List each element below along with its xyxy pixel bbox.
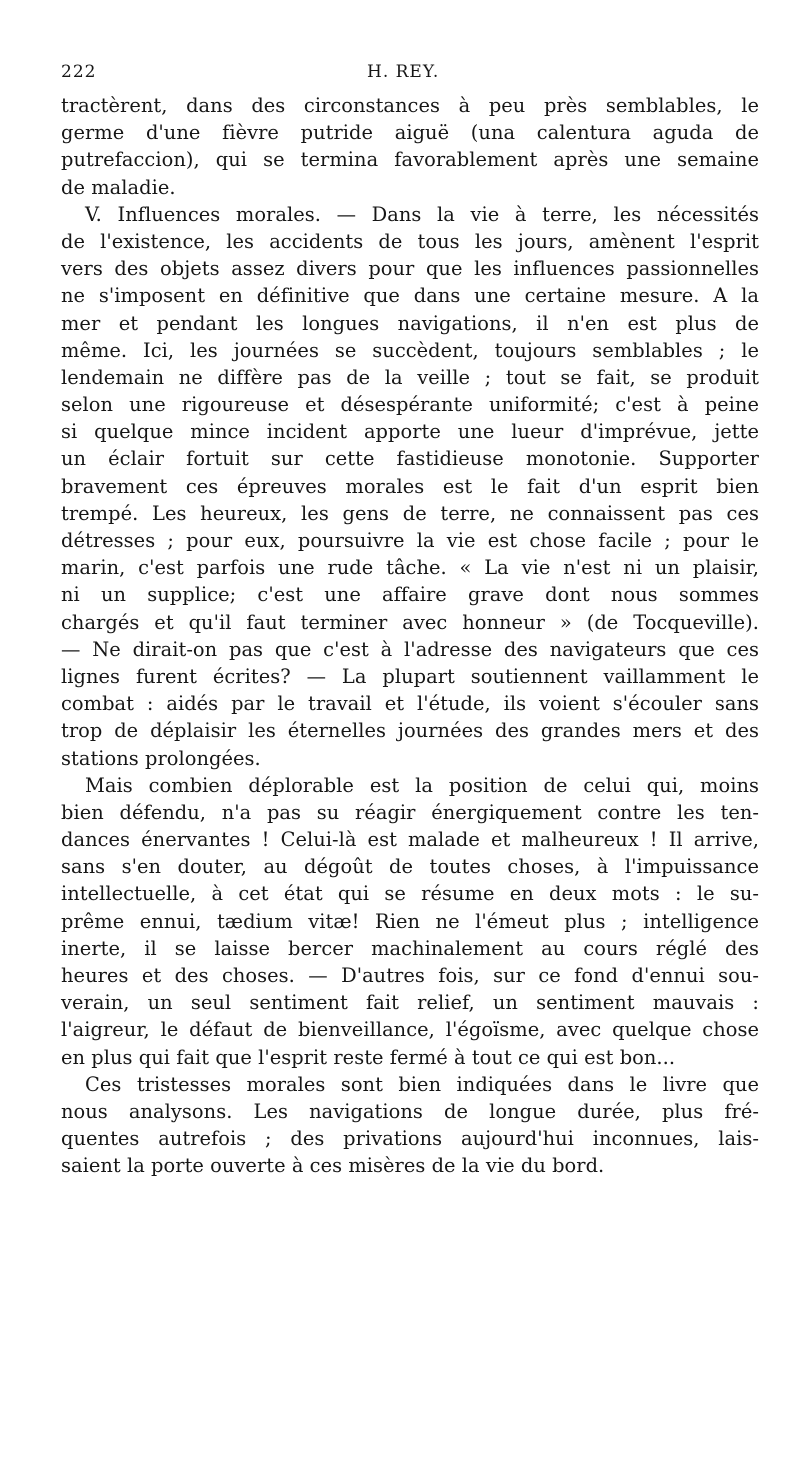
text-line: trempé. Les heureux, les gens de terre, ne connaissent pas ces <box>61 501 759 525</box>
book-page <box>61 62 759 1180</box>
text-line: ni un supplice; c'est une affaire grave dont nous sommes <box>61 583 759 607</box>
text-line: nous analysons. Les navigations de longue durée, plus fré- <box>61 1099 759 1123</box>
text-line: l'aigreur, le défaut de bienveillance, l'égoïsme, avec quelque chose <box>61 1018 759 1042</box>
text-line: verain, un seul sentiment fait relief, un sentiment mauvais : <box>61 991 759 1015</box>
text-line: germe d'une fièvre putride aiguë (una calentura aguda de <box>61 121 759 145</box>
text-line: trop de déplaisir les éternelles journées des grandes mers et des <box>61 719 759 743</box>
text-line: V. Influences morales. — Dans la vie à terre, les nécessités <box>85 202 759 226</box>
text-line: chargés et qu'il faut terminer avec honneur » (de Tocqueville). <box>61 610 759 634</box>
text-line: si quelque mince incident apporte une lueur d'imprévue, jette <box>61 420 759 444</box>
text-line: marin, c'est parfois une rude tâche. « La vie n'est ni un plaisir, <box>61 556 759 580</box>
text-line: intellectuelle, à cet état qui se résume en deux mots : le su- <box>61 882 759 906</box>
text-line: détresses ; pour eux, poursuivre la vie est chose facile ; pour le <box>61 529 759 552</box>
text-line: prême ennui, tædium vitæ! Rien ne l'émeut plus ; intelligence <box>61 909 759 933</box>
paragraph-continuation <box>61 92 759 201</box>
text-line: Mais combien déplorable est la position de celui qui, moins <box>85 773 759 797</box>
text-line: stations prolongées. <box>61 746 261 770</box>
text-line: Ces tristesses morales sont bien indiquées dans le livre que <box>85 1072 759 1096</box>
body-text <box>61 92 759 1180</box>
text-line: sans s'en douter, au dégoût de toutes choses, à l'impuissance <box>61 855 759 879</box>
text-line: bien défendu, n'a pas su réagir énergiquement contre les ten- <box>61 800 759 824</box>
text-line: de maladie. <box>61 175 176 199</box>
text-line: un éclair fortuit sur cette fastidieuse monotonie. Supporter <box>61 447 759 471</box>
running-title: H. REY. <box>367 62 440 82</box>
text-line: tractèrent, dans des circonstances à peu près semblables, le <box>61 94 759 117</box>
text-line: en plus qui fait que l'esprit reste fermé à tout ce qui est bon... <box>61 1045 676 1069</box>
text-line: putrefaccion), qui se termina favorablement après une semaine <box>61 148 759 172</box>
text-line: vers des objets assez divers pour que les influences passionnelles <box>61 257 759 281</box>
text-line: mer et pendant les longues navigations, il n'en est plus de <box>61 311 759 335</box>
text-line: lignes furent écrites? — La plupart soutiennent vaillamment le <box>61 664 759 688</box>
text-line: dances énervantes ! Celui-là est malade et malheureux ! Il arrive, <box>61 828 759 852</box>
paragraph-tristesses <box>61 1071 759 1180</box>
text-line: lendemain ne diffère pas de la veille ; tout se fait, se produit <box>61 365 759 389</box>
paragraph-mais-combien <box>61 772 759 1071</box>
text-line: quentes autrefois ; des privations aujourd'hui inconnues, lais- <box>61 1127 759 1151</box>
text-line: saient la porte ouverte à ces misères de la vie du bord. <box>61 1154 605 1178</box>
page-number: 222 <box>61 62 97 82</box>
text-line: selon une rigoureuse et désespérante uniformité; c'est à peine <box>61 393 759 417</box>
text-line: bravement ces épreuves morales est le fait d'un esprit bien <box>61 474 759 498</box>
text-line: combat : aidés par le travail et l'étude, ils voient s'écouler sans <box>61 692 759 716</box>
text-line: ne s'imposent en définitive que dans une certaine mesure. A la <box>61 284 759 308</box>
text-line: inerte, il se laisse bercer machinalement au cours réglé des <box>61 936 759 960</box>
running-header <box>61 62 759 92</box>
text-line: même. Ici, les journées se succèdent, toujours semblables ; le <box>61 338 759 362</box>
text-line: de l'existence, les accidents de tous les jours, amènent l'esprit <box>61 229 759 253</box>
text-line: — Ne dirait-on pas que c'est à l'adresse des navigateurs que ces <box>61 637 759 661</box>
paragraph-influences-morales <box>61 201 759 772</box>
text-line: heures et des choses. — D'autres fois, sur ce fond d'ennui sou- <box>61 964 759 987</box>
